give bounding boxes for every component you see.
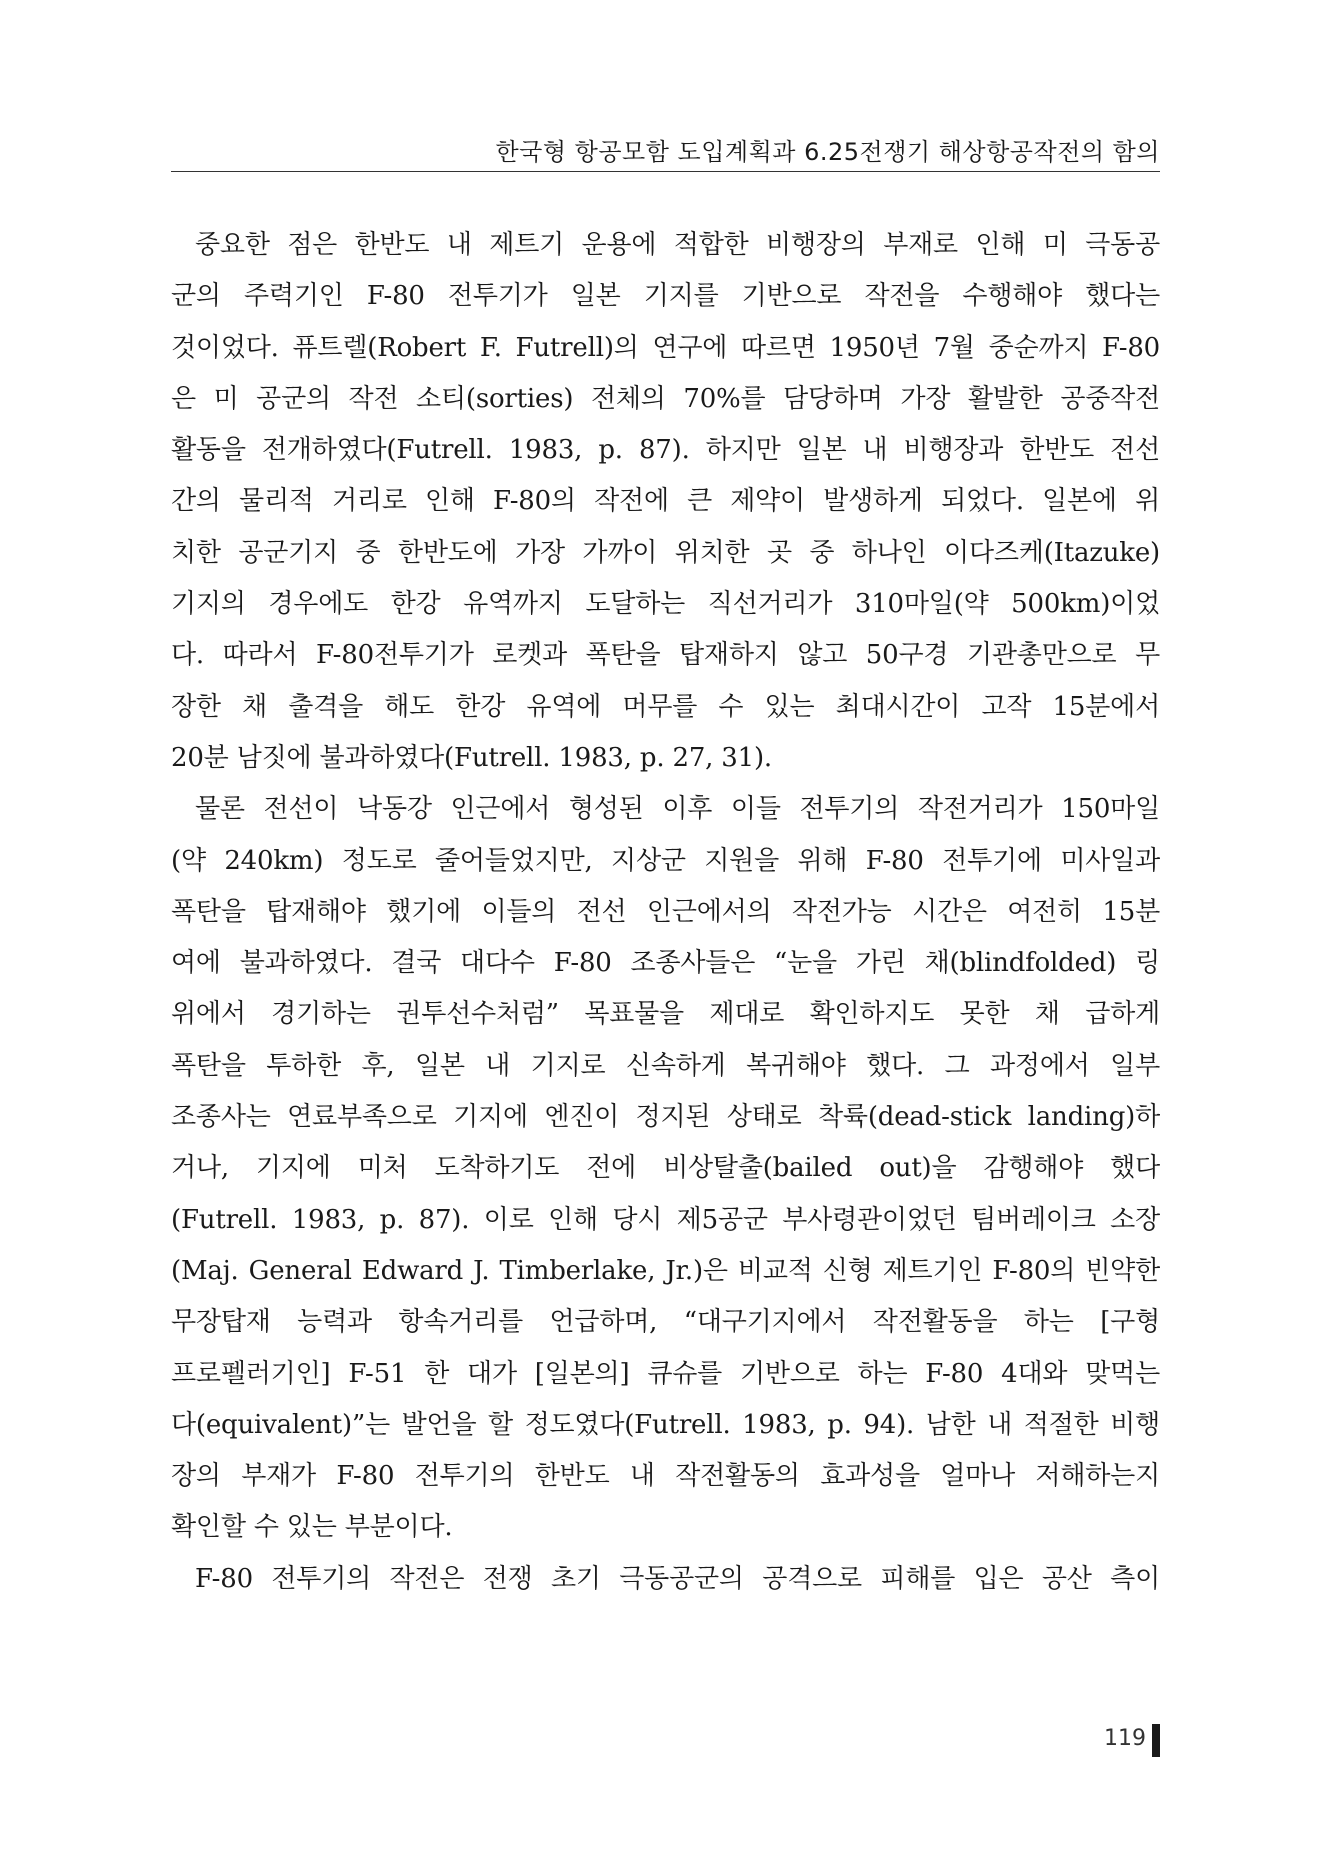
- text-line: 간의 물리적 거리로 인해 F-80의 작전에 큰 제약이 발생하게 되었다. 일본에 위: [171, 486, 1160, 517]
- text-line: 군의 주력기인 F-80 전투기가 일본 기지를 기반으로 작전을 수행해야 했다는: [171, 281, 1160, 312]
- page-number: 119: [1104, 1726, 1146, 1751]
- text-line: 다. 따라서 F-80전투기가 로켓과 폭탄을 탑재하지 않고 50구경 기관총만으로 무: [171, 640, 1160, 671]
- text-line: 물론 전선이 낙동강 인근에서 형성된 이후 이들 전투기의 작전거리가 150마일: [195, 794, 1160, 825]
- text-line: 거나, 기지에 미처 도착하기도 전에 비상탈출(bailed out)을 감행해야 했다: [171, 1153, 1160, 1184]
- text-line: 프로펠러기인] F-51 한 대가 [일본의] 큐슈를 기반으로 하는 F-80 4대와 맞먹는: [171, 1358, 1160, 1389]
- text-line: 확인할 수 있는 부분이다.: [171, 1512, 453, 1543]
- header-rule: [171, 171, 1160, 172]
- text-line: 폭탄을 투하한 후, 일본 내 기지로 신속하게 복귀해야 했다. 그 과정에서 일부: [171, 1050, 1160, 1081]
- text-line: 여에 불과하였다. 결국 대다수 F-80 조종사들은 “눈을 가린 채(blindfolded) 링: [171, 948, 1160, 979]
- text-line: 중요한 점은 한반도 내 제트기 운용에 적합한 비행장의 부재로 인해 미 극동공: [195, 230, 1160, 260]
- text-line: 기지의 경우에도 한강 유역까지 도달하는 직선거리가 310마일(약 500km)이었: [171, 589, 1160, 620]
- text-line: F-80 전투기의 작전은 전쟁 초기 극동공군의 공격으로 피해를 입은 공산 측이: [195, 1563, 1160, 1594]
- text-line: 은 미 공군의 작전 소티(sorties) 전체의 70%를 담당하며 가장 활발한 공중작전: [171, 383, 1160, 414]
- text-line: (약 240km) 정도로 줄어들었지만, 지상군 지원을 위해 F-80 전투기에 미사일과: [171, 845, 1160, 876]
- text-line: 장한 채 출격을 해도 한강 유역에 머무를 수 있는 최대시간이 고작 15분에서: [171, 691, 1160, 722]
- text-line: 것이었다. 퓨트렐(Robert F. Futrell)의 연구에 따르면 1950년 7월 중순까지 F-80: [171, 332, 1160, 363]
- text-line: 20분 남짓에 불과하였다(Futrell. 1983, p. 27, 31).: [171, 742, 772, 773]
- text-line: 무장탑재 능력과 항속거리를 언급하며, “대구기지에서 작전활동을 하는 [구형: [171, 1307, 1160, 1338]
- running-header: 한국형 항공모함 도입계획과 6.25전쟁기 해상항공작전의 함의: [495, 138, 1160, 166]
- text-line: (Maj. General Edward J. Timberlake, Jr.)은 비교적 신형 제트기인 F-80의 빈약한: [171, 1255, 1160, 1286]
- text-line: 치한 공군기지 중 한반도에 가장 가까이 위치한 곳 중 하나인 이다즈케(Itazuke): [171, 537, 1160, 568]
- text-line: 장의 부재가 F-80 전투기의 한반도 내 작전활동의 효과성을 얼마나 저해하는지: [171, 1461, 1160, 1492]
- text-line: 활동을 전개하였다(Futrell. 1983, p. 87). 하지만 일본 내 비행장과 한반도 전선: [171, 435, 1160, 466]
- text-line: 다(equivalent)”는 발언을 할 정도였다(Futrell. 1983, p. 94). 남한 내 적절한 비행: [171, 1409, 1160, 1440]
- text-line: 폭탄을 탑재해야 했기에 이들의 전선 인근에서의 작전가능 시간은 여전히 15분: [171, 896, 1160, 927]
- text-line: 조종사는 연료부족으로 기지에 엔진이 정지된 상태로 착륙(dead-stick landing)하: [171, 1102, 1160, 1133]
- text-line: 위에서 경기하는 권투선수처럼” 목표물을 제대로 확인하지도 못한 채 급하게: [171, 999, 1160, 1030]
- page-number-bar: [1152, 1724, 1160, 1757]
- text-line: (Futrell. 1983, p. 87). 이로 인해 당시 제5공군 부사령관이었던 팀버레이크 소장: [171, 1204, 1160, 1235]
- body-text: [171, 220, 1160, 1605]
